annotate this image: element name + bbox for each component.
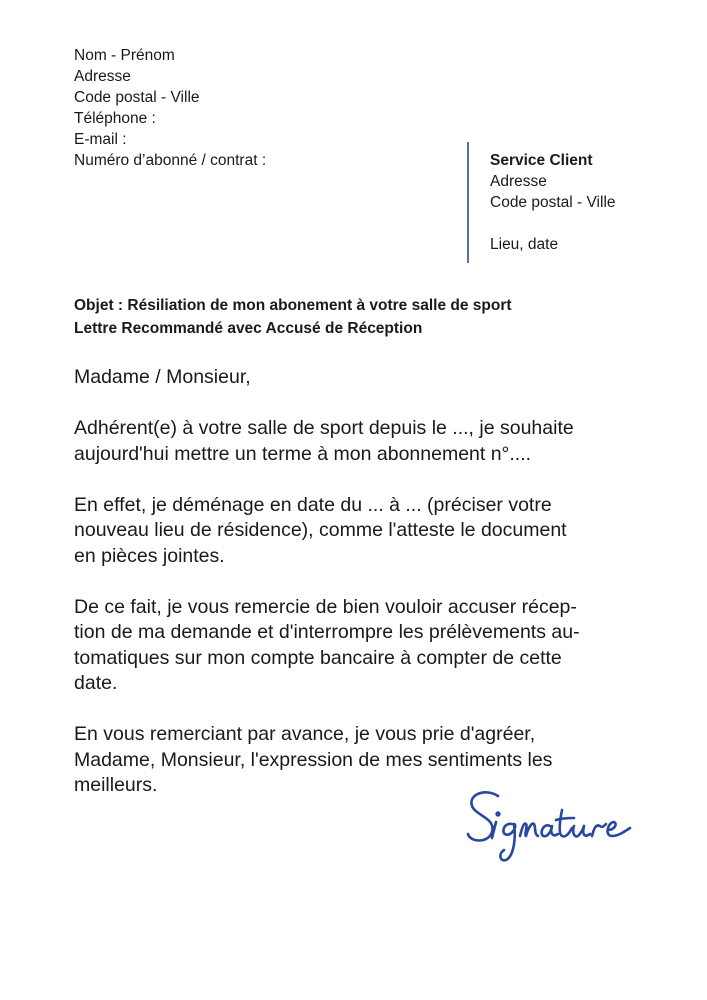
recipient-address: Adresse xyxy=(490,173,547,190)
recipient-block xyxy=(490,150,616,255)
sender-phone: Téléphone : xyxy=(74,110,156,127)
place-date: Lieu, date xyxy=(490,236,559,253)
closing-formula: En vous remerciant par avance, je vous prie d'agréer, Madame, Monsieur, l'expression de mes sentiments les meilleurs. xyxy=(74,723,553,796)
sender-postal-city: Code postal - Ville xyxy=(74,89,200,106)
sender-email: E-mail : xyxy=(74,131,127,148)
sender-address: Adresse xyxy=(74,68,131,85)
subject-block xyxy=(74,294,512,340)
subject-line: Objet : Résiliation de mon abonement à votre salle de sport xyxy=(74,297,512,314)
salutation: Madame / Monsieur, xyxy=(74,366,251,388)
sender-name: Nom - Prénom xyxy=(74,47,175,64)
paragraph-request: De ce fait, je vous remercie de bien vouloir accuser récep- tion de ma demande et d'interrompre les prélèvements au- tomatiques sur mon compte bancaire à compter de cette date. xyxy=(74,595,580,694)
recipient-postal-city: Code postal - Ville xyxy=(490,194,616,211)
recipient-name: Service Client xyxy=(490,152,593,169)
letter-body xyxy=(74,365,644,824)
sender-block xyxy=(74,45,266,171)
handwritten-signature xyxy=(462,782,642,872)
recipient-divider xyxy=(467,142,469,263)
shipping-method-line: Lettre Recommandé avec Accusé de Réception xyxy=(74,320,423,337)
sender-subscriber-number: Numéro d’abonné / contrat : xyxy=(74,152,267,169)
paragraph-membership: Adhérent(e) à votre salle de sport depuis le ..., je souhaite aujourd'hui mettre un terme à mon abonnement n°.... xyxy=(74,417,574,465)
paragraph-reason: En effet, je déménage en date du ... à ... (préciser votre nouveau lieu de résidence), comme l'atteste le document en pièces jointes. xyxy=(74,493,567,567)
